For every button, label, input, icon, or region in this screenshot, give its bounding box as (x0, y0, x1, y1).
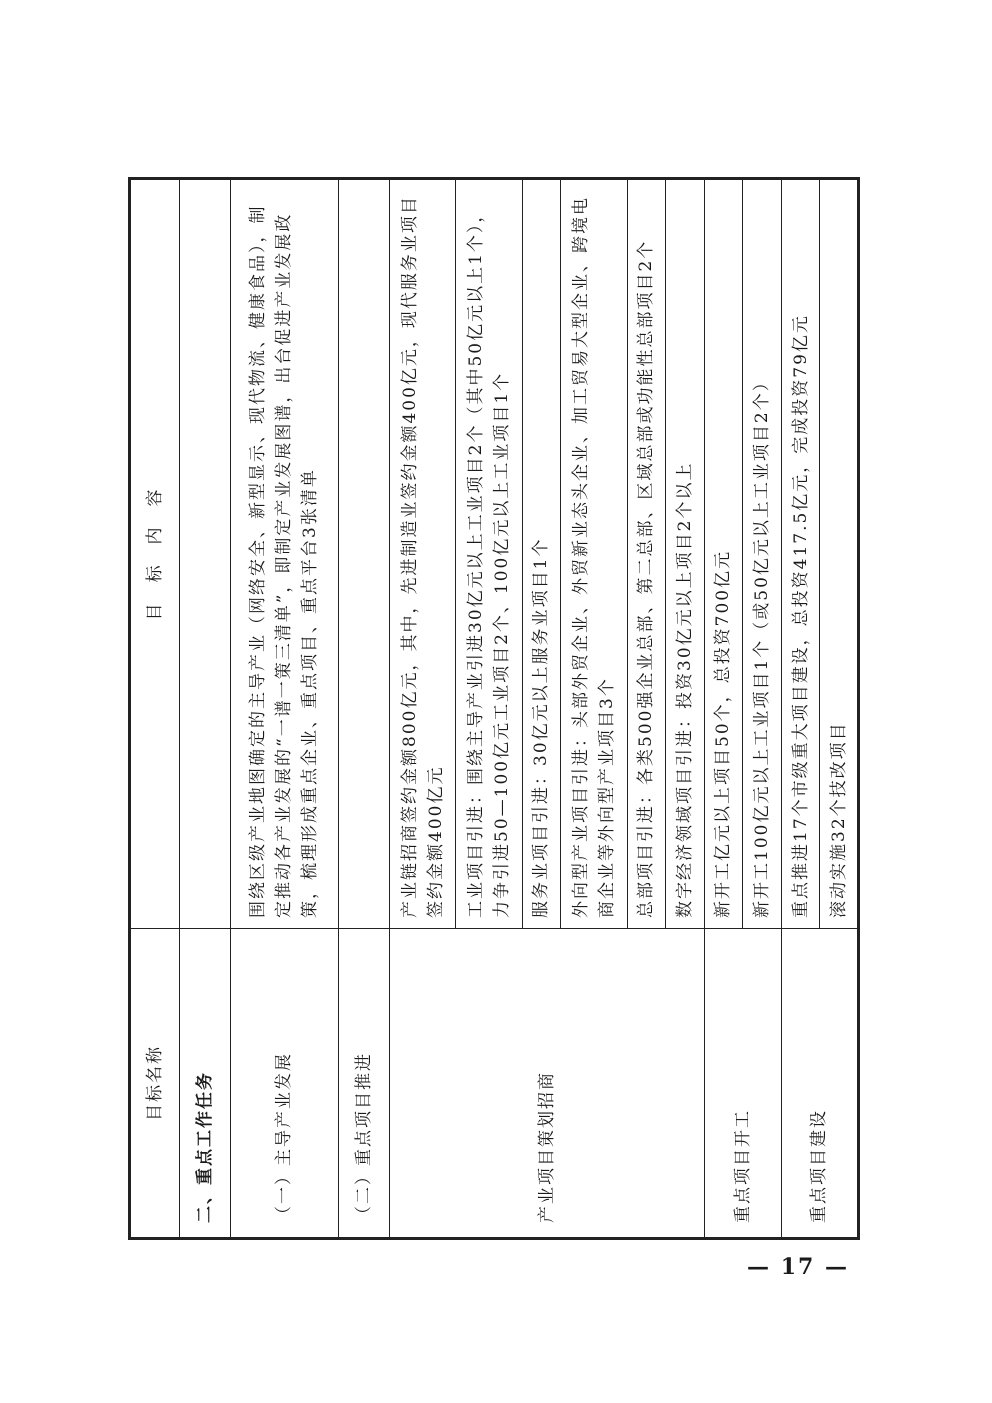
goal-item: 新开工100亿元以上工业项目1个（或50亿元以上工业项目2个） (743, 179, 782, 929)
goal-item: 数字经济领域项目引进：投资30亿元以上项目2个以上 (666, 179, 705, 929)
goal-item: 新开工亿元以上项目50个，总投资700亿元 (704, 179, 743, 929)
goal-item: 服务业项目引进：30亿元以上服务业项目1个 (522, 179, 561, 929)
goal-item: 产业链招商签约金额800亿元，其中，先进制造业签约金额400亿元，现代服务业项目签约金额400亿元 (389, 179, 455, 929)
goal-item: 工业项目引进：围绕主导产业引进30亿元以上工业项目2个（其中50亿元以上1个），力争引进50—100亿元工业项目2个、100亿元以上工业项目1个 (456, 179, 522, 929)
goal-item: 滚动实施32个技改项目 (820, 179, 859, 929)
goal-name-investment: 产业项目策划招商 (389, 929, 704, 1239)
section-content (180, 179, 231, 929)
goal-content-industry: 围绕区级产业地图确定的主导产业（网络安全、新型显示、现代物流、健康食品），制定推动各产业发展的“一谱一策三清单”，即制定产业发展图谱，出台促进产业发展政策，梳理形成重点企业、重点项目、重点平台3张清单 (231, 179, 338, 929)
section-title: 二、重点工作任务 (180, 929, 231, 1239)
header-goal-content: 目 标 内 容 (130, 179, 180, 929)
header-goal-name: 目标名称 (130, 929, 180, 1239)
goal-table (128, 177, 860, 1240)
goal-item: 外向型产业项目引进：头部外贸企业、外贸新业态头企业、加工贸易大型企业、跨境电商企业等外向型产业项目3个 (561, 179, 627, 929)
goal-name-industry: （一）主导产业发展 (231, 929, 338, 1239)
goal-content-projects (338, 179, 389, 929)
goal-item: 总部项目引进：各类500强企业总部、第二总部、区域总部或功能性总部项目2个 (627, 179, 666, 929)
goal-item: 重点推进17个市级重大项目建设，总投资417.5亿元，完成投资79亿元 (781, 179, 820, 929)
goal-name-build: 重点项目建设 (781, 929, 858, 1239)
goal-name-start: 重点项目开工 (704, 929, 781, 1239)
rotated-table-page (128, 180, 860, 1240)
page-number: — 17 — (747, 1254, 849, 1280)
goal-name-projects: （二）重点项目推进 (338, 929, 389, 1239)
